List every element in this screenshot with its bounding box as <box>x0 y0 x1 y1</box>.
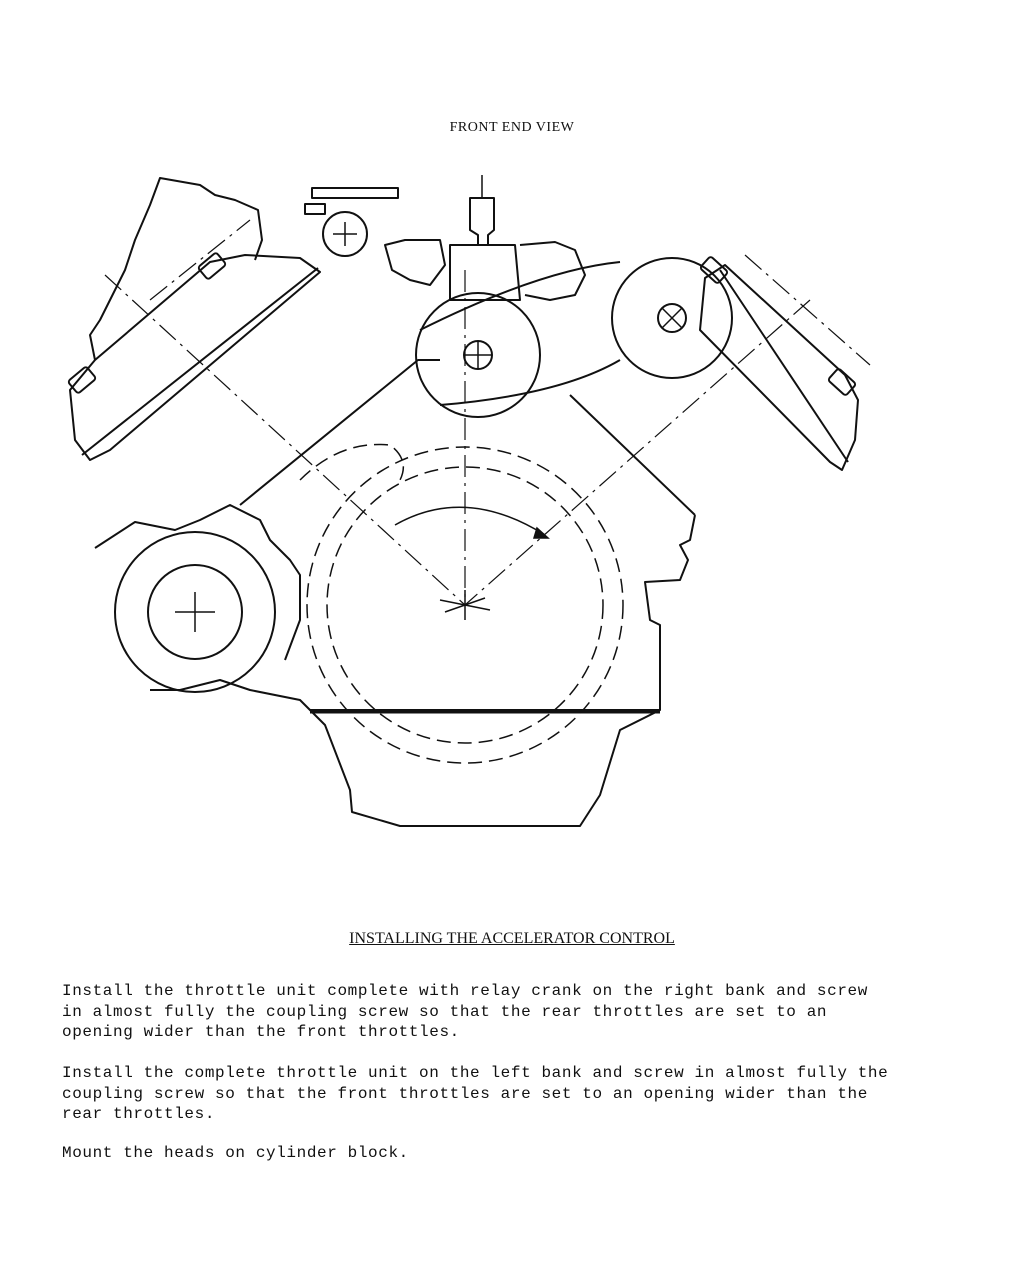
oil-sump <box>310 710 660 826</box>
distributor <box>470 198 494 245</box>
engine-block-right-side <box>570 395 695 515</box>
engine-front-view-drawing <box>0 160 1024 840</box>
section-heading: INSTALLING THE ACCELERATOR CONTROL <box>349 930 675 947</box>
engine-block-left-side <box>240 360 440 505</box>
left-head-bolt-top <box>198 252 227 280</box>
instruction-paragraph-2: Install the complete throttle unit on the left bank and screw in almost fully the coupling screw so that the front throttles are set to an opening wider than the rear throttles. <box>62 1064 889 1123</box>
instruction-paragraph-3: Mount the heads on cylinder block. <box>62 1144 409 1162</box>
right-head-bolt-bottom <box>828 368 857 396</box>
instruction-paragraph-1: Install the throttle unit complete with relay crank on the right bank and screw in almost fully the coupling screw so that the rear throttles are set to an opening wider than the front throttles. <box>62 982 868 1041</box>
v-angle-arc <box>395 507 545 535</box>
figure-title: FRONT END VIEW <box>449 120 575 135</box>
right-cylinder-head <box>700 265 858 470</box>
left-head-bolt-bottom <box>68 366 97 394</box>
